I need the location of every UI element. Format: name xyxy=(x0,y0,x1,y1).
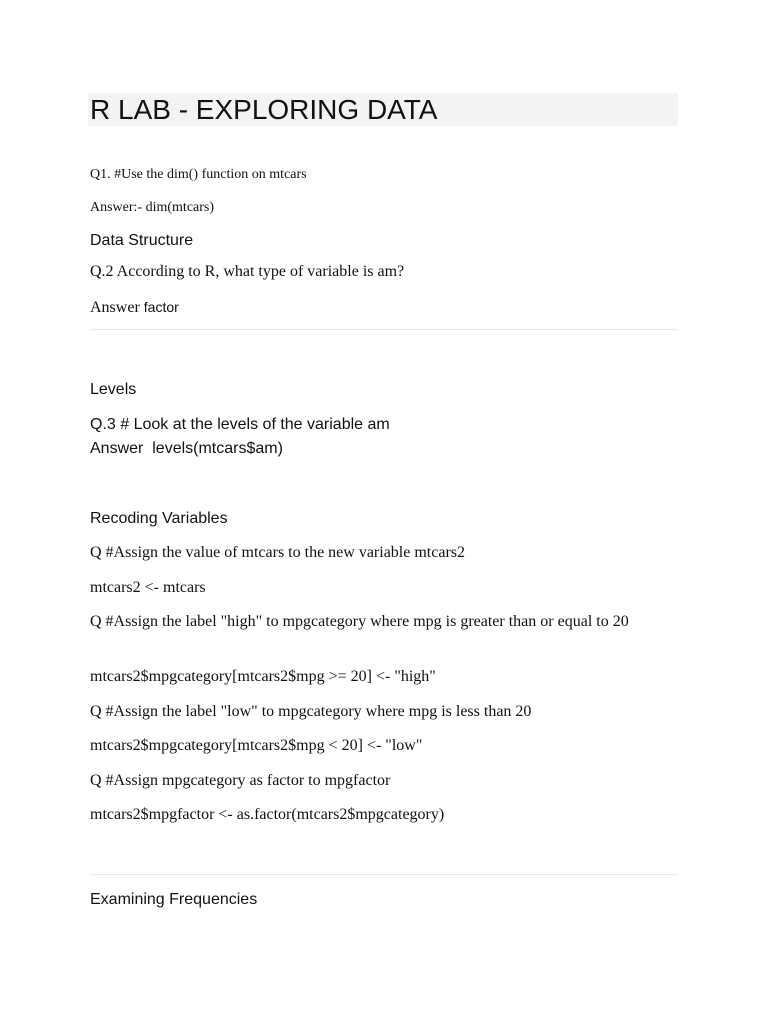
recoding-line: mtcars2$mpgcategory[mtcars2$mpg < 20] <- "low" xyxy=(90,737,423,754)
page-title: R LAB - EXPLORING DATA xyxy=(90,94,438,125)
recoding-line: Q #Assign the value of mtcars to the new variable mtcars2 xyxy=(90,544,465,561)
section-heading-frequencies: Examining Frequencies xyxy=(90,891,258,908)
q3-answer: Answer levels(mtcars$am) xyxy=(90,440,283,457)
recoding-line: mtcars2$mpgfactor <- as.factor(mtcars2$mpgcategory) xyxy=(90,806,445,823)
section-heading-levels: Levels xyxy=(90,381,137,398)
section-divider xyxy=(90,874,678,875)
q2-question: Q.2 According to R, what type of variable is am? xyxy=(90,263,405,280)
recoding-line: mtcars2 <- mtcars xyxy=(90,579,206,596)
q1-question: Q1. #Use the dim() function on mtcars xyxy=(90,167,307,182)
section-heading-data-structure: Data Structure xyxy=(90,232,194,249)
q2-answer-value: factor xyxy=(143,299,179,315)
q2-answer-label: Answer xyxy=(90,299,140,316)
recoding-line: Q #Assign mpgcategory as factor to mpgfactor xyxy=(90,772,391,789)
q3-question: Q.3 # Look at the levels of the variable am xyxy=(90,416,390,433)
section-divider xyxy=(90,329,678,330)
recoding-line: Q #Assign the label "low" to mpgcategory where mpg is less than 20 xyxy=(90,703,532,720)
q1-answer: Answer:- dim(mtcars) xyxy=(90,200,215,215)
recoding-line: Q #Assign the label "high" to mpgcategory where mpg is greater than or equal to 20 xyxy=(90,613,629,630)
q2-answer xyxy=(90,297,179,318)
recoding-line: mtcars2$mpgcategory[mtcars2$mpg >= 20] <- "high" xyxy=(90,668,436,685)
section-heading-recoding: Recoding Variables xyxy=(90,510,228,527)
